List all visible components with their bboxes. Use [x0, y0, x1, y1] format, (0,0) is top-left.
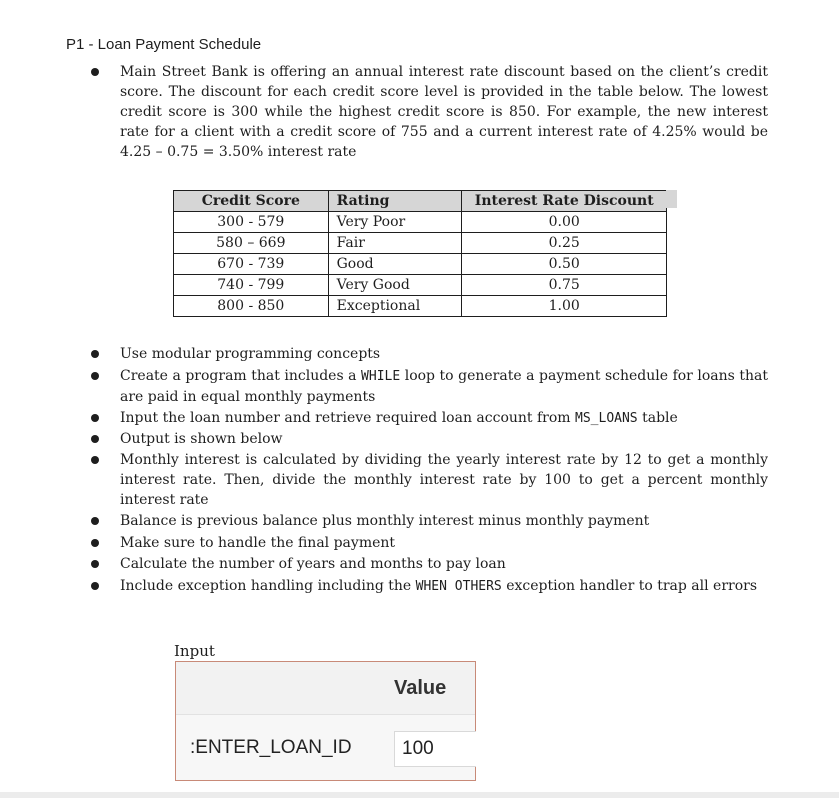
- bullet-dot: [91, 68, 99, 76]
- code-ms-loans: MS_LOANS: [575, 411, 638, 426]
- loan-id-input[interactable]: [394, 731, 476, 767]
- bind-variable-row: [176, 715, 475, 780]
- table-row: [174, 212, 667, 233]
- code-when-others: WHEN OTHERS: [415, 579, 502, 594]
- cell-credit-score: 800 - 850: [174, 296, 329, 317]
- table-row: [174, 275, 667, 296]
- loan-id-label: :ENTER_LOAN_ID: [190, 737, 352, 758]
- text-part: Input the loan number and retrieve required loan account from: [120, 410, 576, 426]
- cell-rating: Very Good: [328, 275, 462, 296]
- code-while: WHILE: [361, 369, 401, 384]
- table-row: [174, 296, 667, 317]
- requirement-modular: Use modular programming concepts: [120, 346, 381, 362]
- bullet-dot: [91, 582, 99, 590]
- cell-discount: 1.00: [462, 296, 667, 317]
- bottom-strip: [0, 792, 839, 798]
- text-part: table: [637, 410, 678, 426]
- cell-discount: 0.25: [462, 233, 667, 254]
- cell-rating: Fair: [328, 233, 462, 254]
- requirement-final-payment: Make sure to handle the final payment: [120, 535, 396, 551]
- cell-rating: Very Poor: [328, 212, 462, 233]
- cell-credit-score: 300 - 579: [174, 212, 329, 233]
- cell-credit-score: 740 - 799: [174, 275, 329, 296]
- table-row: [174, 254, 667, 275]
- cell-credit-score: 670 - 739: [174, 254, 329, 275]
- cell-rating: Good: [328, 254, 462, 275]
- bullet-dot: [91, 350, 99, 358]
- requirement-while-loop: [120, 366, 768, 407]
- text-part: exception handler to trap all errors: [501, 578, 758, 594]
- col-header-credit-score: Credit Score: [174, 191, 329, 212]
- col-header-discount: Interest Rate Discount: [462, 191, 667, 212]
- bullet-dot: [91, 517, 99, 525]
- bullet-dot: [91, 414, 99, 422]
- text-part: loop to generate a payment schedule for loans that are paid in equal monthly payments: [120, 368, 768, 405]
- text-part: Include exception handling including the: [120, 578, 416, 594]
- requirement-exceptions: [120, 576, 768, 597]
- table-header-shade-tail: [666, 190, 677, 208]
- requirement-output: Output is shown below: [120, 431, 283, 447]
- bind-variable-panel: [175, 661, 476, 781]
- input-label: Input: [174, 642, 215, 660]
- cell-discount: 0.00: [462, 212, 667, 233]
- text-part: Create a program that includes a: [120, 368, 362, 384]
- table-row: [174, 233, 667, 254]
- requirement-input-loan: [120, 408, 768, 429]
- requirement-years-months: Calculate the number of years and months to pay loan: [120, 556, 506, 572]
- bullet-dot: [91, 560, 99, 568]
- cell-rating: Exceptional: [328, 296, 462, 317]
- bullet-dot: [91, 435, 99, 443]
- cell-discount: 0.75: [462, 275, 667, 296]
- discount-table: [173, 190, 667, 317]
- cell-discount: 0.50: [462, 254, 667, 275]
- cell-credit-score: 580 – 669: [174, 233, 329, 254]
- section-heading: P1 - Loan Payment Schedule: [66, 36, 262, 53]
- col-header-rating: Rating: [328, 191, 462, 212]
- requirement-monthly-interest: Monthly interest is calculated by dividing the yearly interest rate by 12 to get a monthly interest rate. Then, divide the monthly interest rate by 100 to get a percent monthly interest rate: [120, 452, 768, 508]
- requirement-balance: Balance is previous balance plus monthly interest minus monthly payment: [120, 513, 650, 529]
- bullet-dot: [91, 456, 99, 464]
- bullet-dot: [91, 372, 99, 380]
- intro-paragraph: Main Street Bank is offering an annual interest rate discount based on the client’s credit score. The discount for each credit score level is provided in the table below. The lowest credit score is 300 while the highest credit score is 850. For example, the new interest rate for a client with a credit score of 755 and a current interest rate of 4.25% would be 4.25 – 0.75 = 3.50% interest rate: [120, 64, 768, 160]
- bullet-dot: [91, 539, 99, 547]
- table-header-row: [174, 191, 667, 212]
- value-column-header: Value: [394, 677, 447, 699]
